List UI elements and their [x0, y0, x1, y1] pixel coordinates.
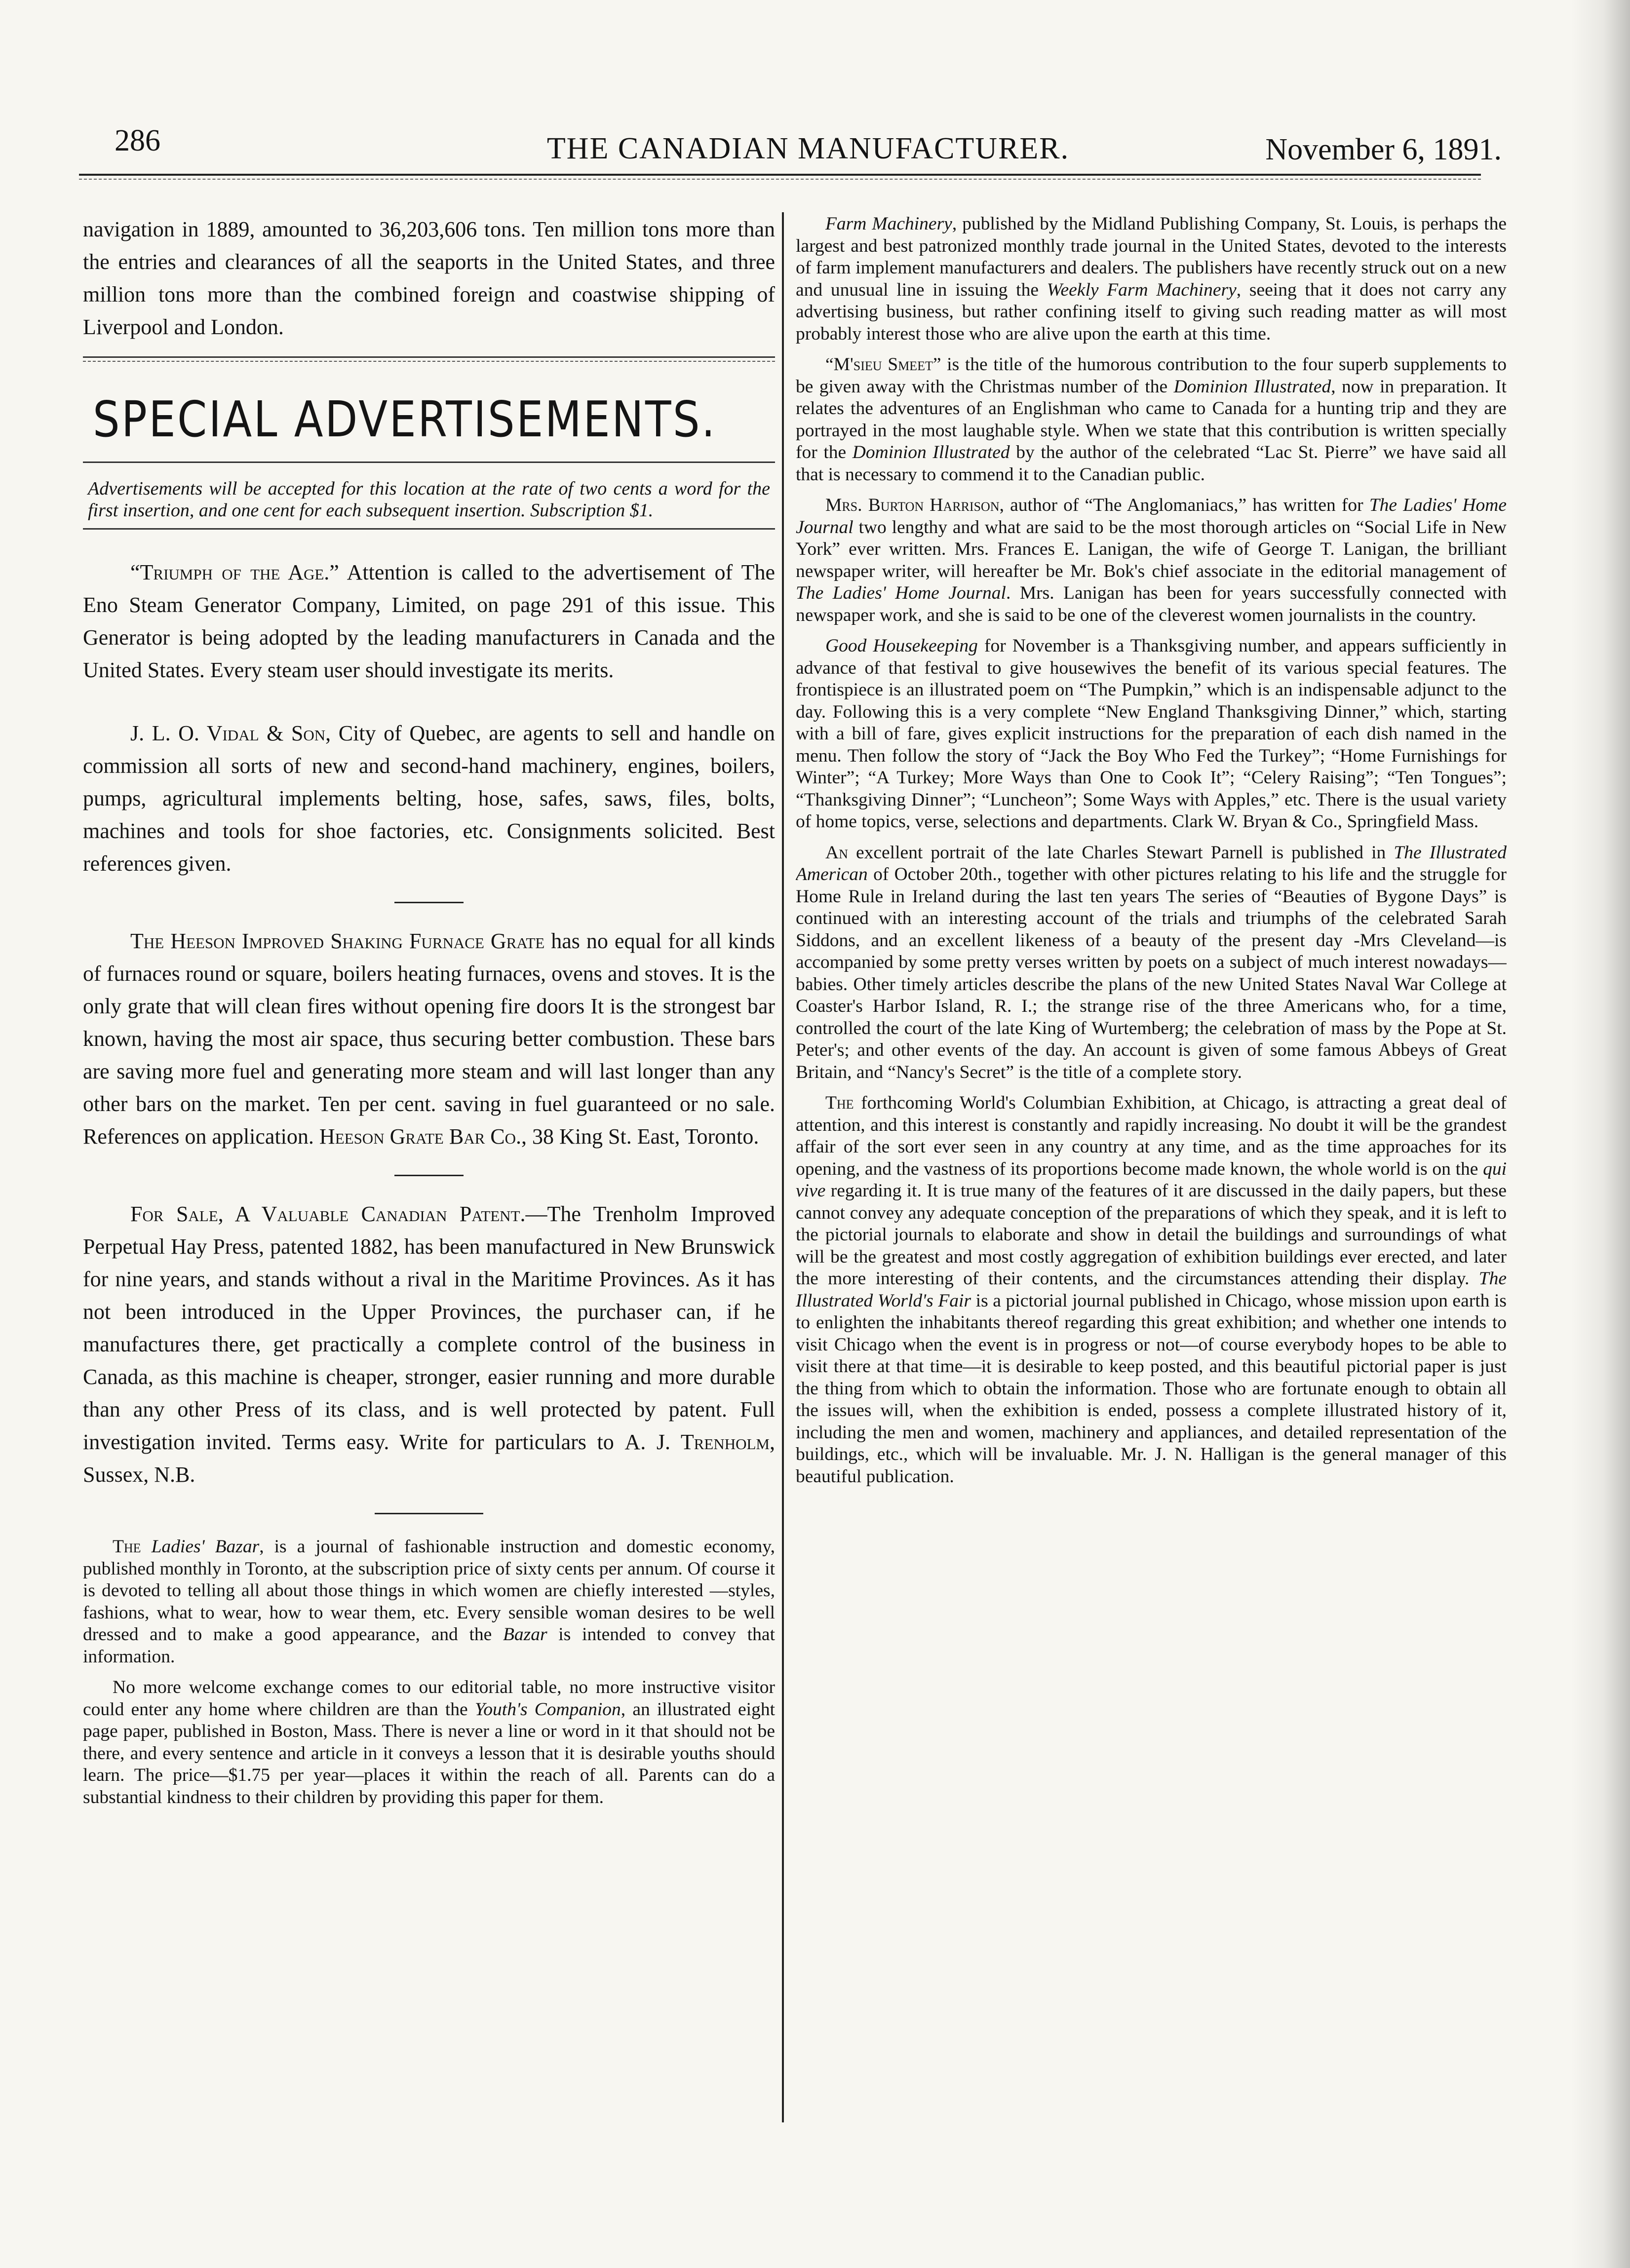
special-advertisements-heading: SPECIAL ADVERTISEMENTS. [93, 390, 717, 448]
left-column [83, 213, 775, 2148]
page-edge-shadow [1571, 0, 1630, 2268]
ad-divider [394, 1175, 464, 1176]
publication-title: THE CANADIAN MANUFACTURER. [546, 132, 1070, 165]
ad-divider [375, 1513, 483, 1514]
item-msieu-smeet: “M'sieu Smeet” is the title of the humorous contribution to the four superb supplements to be given away with the Christmas number of the Dominion Illustrated, now in preparation. It relates the adventures of an Englishman who came to Canada for a hunting trip and they are portrayed in the most laughable style. When we state that this contribution is written specially for the Dominion Illustrated by the author of the celebrated “Lac St. Pierre” we have said all that is necessary to commend it to the Canadian public. [796, 354, 1507, 485]
item-burton-harrison: Mrs. Burton Harrison, author of “The Anglomaniacs,” has written for The Ladies' Home Journal two lengthy and what are said to be the most thorough articles on “Social Life in New York” ever written. Mrs. Frances E. Lanigan, the wife of George T. Lanigan, the brilliant newspaper writer, will hereafter be Mr. Bok's chief associate in the editorial management of The Ladies' Home Journal. Mrs. Lanigan has been for years successfully connected with newspaper work, and she is said to be one of the cleverest women journalists in the country. [796, 495, 1507, 625]
intro-paragraph: navigation in 1889, amounted to 36,203,606 tons. Ten million tons more than the entries and clearances of all the seaports in the United States, and three million tons more than the combined foreign and coastwise shipping of Liverpool and London. [83, 217, 775, 339]
header-rule-dashed [79, 179, 1481, 180]
item-ladies-bazar: The Ladies' Bazar, is a journal of fashionable instruction and domestic economy, published monthly in Toronto, at the subscription price of sixty cents per annum. Of course it is devoted to telling all about those things in which women are chiefly interested —styles, fashions, what to wear, how to wear them, etc. Every sensible woman desires to be well dressed and to make a good appearance, and the Bazar is intended to convey that information. [83, 1537, 775, 1667]
item-good-housekeeping: Good Housekeeping for November is a Thanksgiving number, and appears sufficiently in advance of that festival to give housewives the benefit of its various special features. The frontispiece is an illustrated poem on “The Pumpkin,” which is an indispensable adjunct to the day. Following this is a very complete “New England Thanksgiving Dinner,” which, starting with a bill of fare, gives explicit instructions for the preparation of each dish named in the menu. Then follow the story of “Jack the Boy Who Fed the Turkey”; “Home Furnishings for Winter”; “A Turkey; More Ways than One to Cook It”; “Celery Raising”; “Ten Tongues”; “Thanksgiving Dinner”; “Luncheon”; Some Ways with Apples,” etc. There is the usual variety of home topics, verse, selections and departments. Clark W. Bryan & Co., Springfield Mass. [796, 636, 1507, 832]
item-farm-machinery: Farm Machinery, published by the Midland Publishing Company, St. Louis, is perhaps the largest and best patronized monthly trade journal in the United States, devoted to the interests of farm implement manufacturers and dealers. The publishers have recently struck out on a new and unusual line in issuing the Weekly Farm Machinery, seeing that it does not carry any advertising business, but rather confining itself to giving such reading matter as will most probably interest those who are alive upon the earth at this time. [796, 214, 1507, 344]
page-header [115, 123, 1502, 178]
section-rule-dashed [83, 361, 775, 362]
advertisement-rates-note: Advertisements will be accepted for this location at the rate of two cents a word for the first insertion, and one cent for each subsequent insertion. Subscription $1. [88, 478, 770, 521]
ad-trenholm-hay-press: For Sale, A Valuable Canadian Patent.—The Trenholm Improved Perpetual Hay Press, patented 1882, has been manufactured in New Brunswick for nine years, and stands without a rival in the Maritime Provinces. As it has not been introduced in the Upper Provinces, the purchaser can, if he manufactures there, get practically a complete control of the business in Canada, as this machine is cheaper, stronger, easier running and more durable than any other Press of its class, and is well protected by patent. Full investigation invited. Terms easy. Write for particulars to A. J. Trenholm, Sussex, N.B. [83, 1202, 775, 1487]
item-worlds-fair: The forthcoming World's Columbian Exhibition, at Chicago, is attracting a great deal of attention, and this interest is constantly and rapidly increasing. No doubt it will be the grandest affair of the sort ever seen in any country at any time, and as the time approaches for its opening, and the vastness of its proportions become made known, the whole world is on the qui vive regarding it. It is true many of the features of it are discussed in the daily papers, but these cannot convey any adequate conception of the preparations of which they speak, and it is left to the pictorial journals to elaborate and show in detail the buildings and surroundings of what will be the greatest and most costly aggregation of exhibition buildings ever erected, and later the more interesting of their contents, and the circumstances attending their display. The Illustrated World's Fair is a pictorial journal published in Chicago, whose mission upon earth is to enlighten the inhabitants thereof regarding this great exhibition; and whether one intends to visit Chicago when the event is in progress or not—of course everybody hopes to be able to visit there at that time—it is desirable to keep posted, and this beautiful pictorial paper is just the thing from which to obtain the information. Those who are fortunate enough to obtain all the issues will, when the exhibition is ended, possess a complete illustrated history of it, including the men and women, machinery and appliances, and detailed representation of the buildings, etc., which will be invaluable. Mr. J. N. Halligan is the general manager of this beautiful publication. [796, 1093, 1507, 1487]
ad-eno-steam-generator: “Triumph of the Age.” Attention is called to the advertisement of The Eno Steam Generator Company, Limited, on page 291 of this issue. This Generator is being adopted by the leading manufacturers in Canada and the United States. Every steam user should investigate its merits. [83, 560, 775, 682]
item-youths-companion: No more welcome exchange comes to our editorial table, no more instructive visitor could enter any home where children are than the Youth's Companion, an illustrated eight page paper, published in Boston, Mass. There is never a line or word in it that should not be there, and every sentence and article in it conveys a lesson that it is desirable youths should learn. The price—$1.75 per year—places it within the reach of all. Parents can do a substantial kindness to their children by providing this paper for them. [83, 1677, 775, 1807]
page-number: 286 [115, 124, 160, 157]
ad-divider [394, 902, 464, 903]
ad-vidal-and-son: J. L. O. Vidal & Son, City of Quebec, are agents to sell and handle on commission all sorts of new and second-hand machinery, engines, boilers, pumps, agricultural implements belting, hose, safes, saws, files, bolts, machines and tools for shoe factories, etc. Consignments solicited. Best references given. [83, 721, 775, 876]
section-rule [83, 356, 775, 358]
item-illustrated-american: An excellent portrait of the late Charles Stewart Parnell is published in The Illustrated American of October 20th., together with other pictures relating to his life and the struggle for Home Rule in Ireland during the last ten years The series of “Beauties of Bygone Days” is continued with an interesting account of the trials and triumphs of the celebrated Sarah Siddons, and an excellent likeness of a beauty of the present day -Mrs Cleveland—is accompanied by some pretty verses written by poets on a subject of much interest nowadays—babies. Other timely articles describe the plans of the new United States Naval War College at Coaster's Harbor Island, R. I.; the strange rise of the three Americans who, for a time, controlled the court of the late King of Wurtemberg; the celebration of mass by the Pope at St. Peter's; and other events of the day. An account is given of some famous Abbeys of Great Britain, and “Nancy's Secret” is the title of a complete story. [796, 842, 1507, 1082]
right-column [796, 213, 1507, 2148]
header-rule [79, 174, 1481, 176]
issue-date: November 6, 1891. [1265, 133, 1502, 166]
column-divider [782, 212, 784, 2122]
ad-heeson-furnace-grate: The Heeson Improved Shaking Furnace Grate has no equal for all kinds of furnaces round or square, boilers heating furnaces, ovens and stoves. It is the only grate that will clean fires without opening fire doors It is the strongest bar known, having the most air space, thus securing better combustion. These bars are saving more fuel and generating more steam and will last longer than any other bars on the market. Ten per cent. saving in fuel guaranteed or no sale. References on application. Heeson Grate Bar Co., 38 King St. East, Toronto. [83, 929, 775, 1149]
